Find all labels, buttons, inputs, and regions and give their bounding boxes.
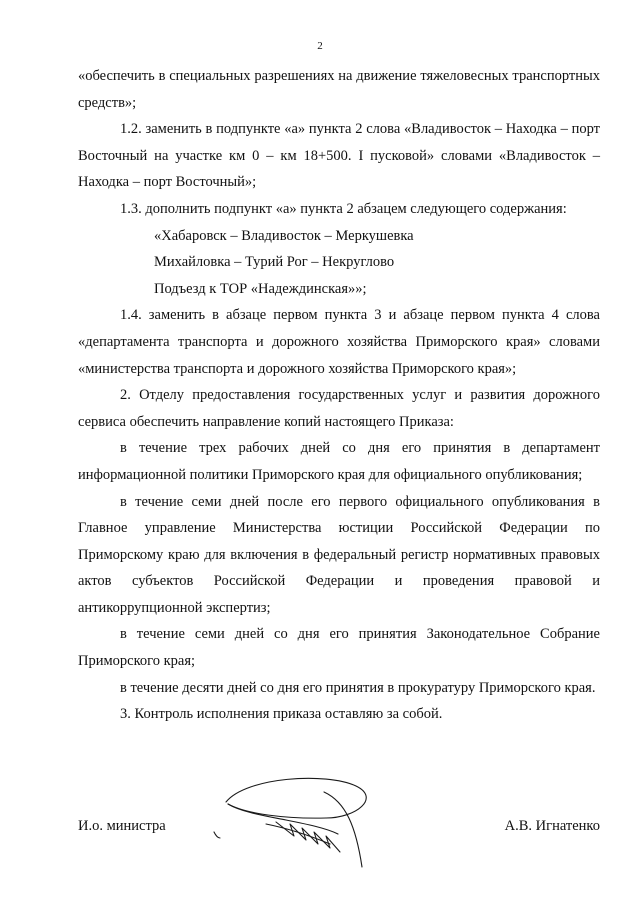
page-number: 2 <box>317 40 323 52</box>
document-body <box>78 63 600 728</box>
road-list-item: Подъезд к ТОР «Надеждинская»»; <box>154 280 367 297</box>
paragraph-2-item-2: в течение семи дней после его первого официального опубликования в Главное управление Министерства юстиции Российской Федерации по Приморскому краю для включения в федеральный регистр нормативных правовых актов субъектов Российской Федерации и проведения правовой и антикоррупционной экспертиз; <box>78 493 600 616</box>
handwritten-signature <box>206 772 396 877</box>
paragraph-2-item-1: в течение трех рабочих дней со дня его принятия в департамент информационной политики Приморского края для официального опубликования; <box>78 440 600 483</box>
road-list-item: «Хабаровск – Владивосток – Меркушевка <box>154 227 414 244</box>
signatory-position: И.о. министра <box>78 818 166 834</box>
signatory-name: А.В. Игнатенко <box>504 818 600 834</box>
paragraph-1-3: 1.3. дополнить подпункт «а» пункта 2 абзацем следующего содержания: <box>120 200 567 217</box>
paragraph-2-item-3: в течение семи дней со дня его принятия Законодательное Собрание Приморского края; <box>78 626 600 670</box>
road-list-item: Михайловка – Турий Рог – Некруглово <box>154 254 395 271</box>
paragraph-2-item-4: в течение десяти дней со дня его принятия в прокуратуру Приморского края. <box>120 679 596 696</box>
road-list <box>78 223 600 303</box>
paragraph-1-2: 1.2. заменить в подпункте «а» пункта 2 слова «Владивосток – Находка – порт Восточный на участке км 0 – км 18+500. I пусковой» словами «Владивосток – Находка – порт Восточный»; <box>78 121 600 191</box>
paragraph-2: 2. Отделу предоставления государственных услуг и развития дорожного сервиса обеспечить направление копий настоящего Приказа: <box>78 387 600 430</box>
paragraph-1-4: 1.4. заменить в абзаце первом пункта 3 и абзаце первом пункта 4 слова «департамента транспорта и дорожного хозяйства Приморского края» словами «министерства транспорта и дорожного хозяйства Приморского края»; <box>78 307 600 377</box>
paragraph-3: 3. Контроль исполнения приказа оставляю за собой. <box>120 706 443 723</box>
paragraph-continuation: «обеспечить в специальных разрешениях на движение тяжеловесных транспортных средств»; <box>78 68 600 111</box>
